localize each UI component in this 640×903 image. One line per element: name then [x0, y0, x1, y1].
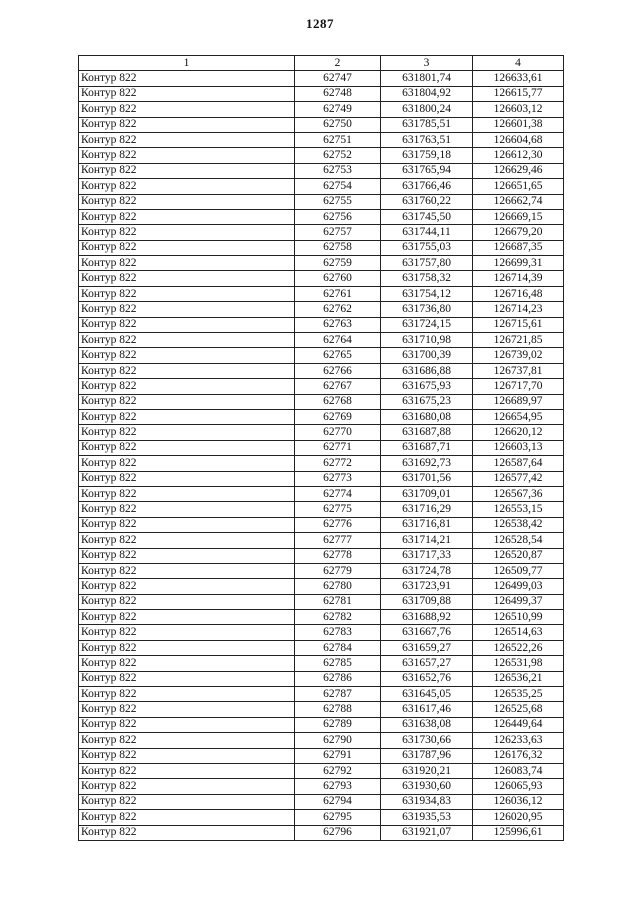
y-coordinate-cell: 126449,64 [473, 717, 564, 732]
contour-name-cell: Контур 822 [79, 102, 295, 117]
x-coordinate-cell: 631801,74 [381, 71, 473, 86]
x-coordinate-cell: 631617,46 [381, 702, 473, 717]
table-row [79, 394, 564, 409]
table-row [79, 733, 564, 748]
y-coordinate-cell: 126020,95 [473, 810, 564, 825]
point-number-cell: 62771 [295, 440, 381, 455]
y-coordinate-cell: 126538,42 [473, 517, 564, 532]
point-number-cell: 62768 [295, 394, 381, 409]
point-number-cell: 62789 [295, 717, 381, 732]
point-number-cell: 62776 [295, 517, 381, 532]
table-row [79, 563, 564, 578]
table-row [79, 656, 564, 671]
x-coordinate-cell: 631686,88 [381, 363, 473, 378]
x-coordinate-cell: 631935,53 [381, 810, 473, 825]
point-number-cell: 62781 [295, 594, 381, 609]
point-number-cell: 62756 [295, 209, 381, 224]
y-coordinate-cell: 126522,26 [473, 640, 564, 655]
table-row [79, 179, 564, 194]
x-coordinate-cell: 631760,22 [381, 194, 473, 209]
table-row [79, 363, 564, 378]
x-coordinate-cell: 631787,96 [381, 748, 473, 763]
page-number: 1287 [306, 16, 334, 31]
contour-name-cell: Контур 822 [79, 148, 295, 163]
x-coordinate-cell: 631667,76 [381, 625, 473, 640]
point-number-cell: 62773 [295, 471, 381, 486]
point-number-cell: 62749 [295, 102, 381, 117]
table-row [79, 794, 564, 809]
y-coordinate-cell: 126603,13 [473, 440, 564, 455]
y-coordinate-cell: 126689,97 [473, 394, 564, 409]
column-header: 2 [295, 56, 381, 71]
point-number-cell: 62778 [295, 548, 381, 563]
point-number-cell: 62764 [295, 333, 381, 348]
y-coordinate-cell: 126654,95 [473, 409, 564, 424]
x-coordinate-cell: 631652,76 [381, 671, 473, 686]
y-coordinate-cell: 126233,63 [473, 733, 564, 748]
contour-name-cell: Контур 822 [79, 533, 295, 548]
point-number-cell: 62769 [295, 409, 381, 424]
contour-name-cell: Контур 822 [79, 271, 295, 286]
y-coordinate-cell: 126509,77 [473, 563, 564, 578]
point-number-cell: 62793 [295, 779, 381, 794]
x-coordinate-cell: 631758,32 [381, 271, 473, 286]
contour-name-cell: Контур 822 [79, 333, 295, 348]
contour-name-cell: Контур 822 [79, 763, 295, 778]
point-number-cell: 62787 [295, 687, 381, 702]
x-coordinate-cell: 631754,12 [381, 286, 473, 301]
x-coordinate-cell: 631800,24 [381, 102, 473, 117]
contour-name-cell: Контур 822 [79, 502, 295, 517]
x-coordinate-cell: 631675,93 [381, 379, 473, 394]
x-coordinate-cell: 631763,51 [381, 132, 473, 147]
y-coordinate-cell: 126083,74 [473, 763, 564, 778]
y-coordinate-cell: 126714,23 [473, 302, 564, 317]
x-coordinate-cell: 631687,71 [381, 440, 473, 455]
y-coordinate-cell: 126065,93 [473, 779, 564, 794]
x-coordinate-cell: 631688,92 [381, 610, 473, 625]
table-row [79, 610, 564, 625]
x-coordinate-cell: 631785,51 [381, 117, 473, 132]
x-coordinate-cell: 631736,80 [381, 302, 473, 317]
contour-name-cell: Контур 822 [79, 548, 295, 563]
table-row [79, 548, 564, 563]
x-coordinate-cell: 631724,15 [381, 317, 473, 332]
point-number-cell: 62760 [295, 271, 381, 286]
table-row [79, 456, 564, 471]
x-coordinate-cell: 631920,21 [381, 763, 473, 778]
y-coordinate-cell: 126687,35 [473, 240, 564, 255]
contour-name-cell: Контур 822 [79, 733, 295, 748]
y-coordinate-cell: 126036,12 [473, 794, 564, 809]
y-coordinate-cell: 126514,63 [473, 625, 564, 640]
table-row [79, 148, 564, 163]
x-coordinate-cell: 631638,08 [381, 717, 473, 732]
table-row [79, 71, 564, 86]
x-coordinate-cell: 631717,33 [381, 548, 473, 563]
contour-name-cell: Контур 822 [79, 610, 295, 625]
y-coordinate-cell: 126587,64 [473, 456, 564, 471]
point-number-cell: 62757 [295, 225, 381, 240]
y-coordinate-cell: 126531,98 [473, 656, 564, 671]
contour-name-cell: Контур 822 [79, 379, 295, 394]
x-coordinate-cell: 631765,94 [381, 163, 473, 178]
x-coordinate-cell: 631716,29 [381, 502, 473, 517]
y-coordinate-cell: 126714,39 [473, 271, 564, 286]
x-coordinate-cell: 631730,66 [381, 733, 473, 748]
table-row [79, 810, 564, 825]
x-coordinate-cell: 631709,88 [381, 594, 473, 609]
point-number-cell: 62751 [295, 132, 381, 147]
contour-name-cell: Контур 822 [79, 671, 295, 686]
y-coordinate-cell: 126567,36 [473, 486, 564, 501]
point-number-cell: 62785 [295, 656, 381, 671]
table-row [79, 440, 564, 455]
point-number-cell: 62761 [295, 286, 381, 301]
point-number-cell: 62747 [295, 71, 381, 86]
x-coordinate-cell: 631657,27 [381, 656, 473, 671]
column-header: 3 [381, 56, 473, 71]
y-coordinate-cell: 126699,31 [473, 256, 564, 271]
y-coordinate-cell: 126679,20 [473, 225, 564, 240]
point-number-cell: 62777 [295, 533, 381, 548]
contour-name-cell: Контур 822 [79, 517, 295, 532]
table-row [79, 302, 564, 317]
point-number-cell: 62792 [295, 763, 381, 778]
y-coordinate-cell: 126629,46 [473, 163, 564, 178]
y-coordinate-cell: 125996,61 [473, 825, 564, 840]
contour-name-cell: Контур 822 [79, 471, 295, 486]
y-coordinate-cell: 126499,03 [473, 579, 564, 594]
point-number-cell: 62770 [295, 425, 381, 440]
column-header: 4 [473, 56, 564, 71]
table-body [79, 71, 564, 841]
point-number-cell: 62786 [295, 671, 381, 686]
y-coordinate-cell: 126739,02 [473, 348, 564, 363]
y-coordinate-cell: 126633,61 [473, 71, 564, 86]
contour-name-cell: Контур 822 [79, 317, 295, 332]
contour-name-cell: Контур 822 [79, 456, 295, 471]
y-coordinate-cell: 126603,12 [473, 102, 564, 117]
contour-name-cell: Контур 822 [79, 594, 295, 609]
x-coordinate-cell: 631645,05 [381, 687, 473, 702]
point-number-cell: 62766 [295, 363, 381, 378]
table-row [79, 517, 564, 532]
table-row [79, 240, 564, 255]
x-coordinate-cell: 631930,60 [381, 779, 473, 794]
table-row [79, 594, 564, 609]
y-coordinate-cell: 126716,48 [473, 286, 564, 301]
y-coordinate-cell: 126612,30 [473, 148, 564, 163]
table-row [79, 671, 564, 686]
contour-name-cell: Контур 822 [79, 286, 295, 301]
x-coordinate-cell: 631804,92 [381, 86, 473, 101]
contour-name-cell: Контур 822 [79, 394, 295, 409]
point-number-cell: 62788 [295, 702, 381, 717]
contour-name-cell: Контур 822 [79, 656, 295, 671]
point-number-cell: 62780 [295, 579, 381, 594]
contour-name-cell: Контур 822 [79, 86, 295, 101]
table-row [79, 625, 564, 640]
point-number-cell: 62791 [295, 748, 381, 763]
y-coordinate-cell: 126721,85 [473, 333, 564, 348]
point-number-cell: 62765 [295, 348, 381, 363]
x-coordinate-cell: 631710,98 [381, 333, 473, 348]
table-row [79, 533, 564, 548]
table-row [79, 225, 564, 240]
point-number-cell: 62774 [295, 486, 381, 501]
table-row [79, 102, 564, 117]
point-number-cell: 62752 [295, 148, 381, 163]
point-number-cell: 62783 [295, 625, 381, 640]
y-coordinate-cell: 126601,38 [473, 117, 564, 132]
contour-name-cell: Контур 822 [79, 132, 295, 147]
x-coordinate-cell: 631659,27 [381, 640, 473, 655]
y-coordinate-cell: 126536,21 [473, 671, 564, 686]
table-row [79, 748, 564, 763]
table-row [79, 286, 564, 301]
x-coordinate-cell: 631675,23 [381, 394, 473, 409]
point-number-cell: 62784 [295, 640, 381, 655]
contour-name-cell: Контур 822 [79, 117, 295, 132]
x-coordinate-cell: 631700,39 [381, 348, 473, 363]
table-row [79, 471, 564, 486]
y-coordinate-cell: 126176,32 [473, 748, 564, 763]
point-number-cell: 62779 [295, 563, 381, 578]
contour-name-cell: Контур 822 [79, 240, 295, 255]
table-row [79, 825, 564, 840]
table-header-row [79, 56, 564, 71]
point-number-cell: 62794 [295, 794, 381, 809]
table-row [79, 333, 564, 348]
x-coordinate-cell: 631714,21 [381, 533, 473, 548]
x-coordinate-cell: 631757,80 [381, 256, 473, 271]
table-row [79, 117, 564, 132]
contour-name-cell: Контур 822 [79, 748, 295, 763]
x-coordinate-cell: 631716,81 [381, 517, 473, 532]
table-row [79, 409, 564, 424]
point-number-cell: 62754 [295, 179, 381, 194]
point-number-cell: 62795 [295, 810, 381, 825]
contour-name-cell: Контур 822 [79, 363, 295, 378]
y-coordinate-cell: 126499,37 [473, 594, 564, 609]
table-row [79, 779, 564, 794]
contour-name-cell: Контур 822 [79, 702, 295, 717]
contour-name-cell: Контур 822 [79, 810, 295, 825]
table-row [79, 579, 564, 594]
y-coordinate-cell: 126669,15 [473, 209, 564, 224]
point-number-cell: 62772 [295, 456, 381, 471]
point-number-cell: 62753 [295, 163, 381, 178]
point-number-cell: 62750 [295, 117, 381, 132]
table-row [79, 640, 564, 655]
contour-name-cell: Контур 822 [79, 256, 295, 271]
contour-name-cell: Контур 822 [79, 687, 295, 702]
contour-name-cell: Контур 822 [79, 825, 295, 840]
contour-name-cell: Контур 822 [79, 563, 295, 578]
contour-name-cell: Контур 822 [79, 71, 295, 86]
point-number-cell: 62755 [295, 194, 381, 209]
table-row [79, 209, 564, 224]
coordinates-table [78, 55, 564, 841]
contour-name-cell: Контур 822 [79, 409, 295, 424]
y-coordinate-cell: 126615,77 [473, 86, 564, 101]
contour-name-cell: Контур 822 [79, 794, 295, 809]
table-row [79, 163, 564, 178]
table-row [79, 687, 564, 702]
table-row [79, 256, 564, 271]
x-coordinate-cell: 631701,56 [381, 471, 473, 486]
x-coordinate-cell: 631744,11 [381, 225, 473, 240]
y-coordinate-cell: 126535,25 [473, 687, 564, 702]
point-number-cell: 62782 [295, 610, 381, 625]
y-coordinate-cell: 126737,81 [473, 363, 564, 378]
point-number-cell: 62775 [295, 502, 381, 517]
column-header: 1 [79, 56, 295, 71]
contour-name-cell: Контур 822 [79, 486, 295, 501]
y-coordinate-cell: 126553,15 [473, 502, 564, 517]
x-coordinate-cell: 631921,07 [381, 825, 473, 840]
table-row [79, 86, 564, 101]
point-number-cell: 62763 [295, 317, 381, 332]
contour-name-cell: Контур 822 [79, 425, 295, 440]
y-coordinate-cell: 126620,12 [473, 425, 564, 440]
x-coordinate-cell: 631755,03 [381, 240, 473, 255]
point-number-cell: 62748 [295, 86, 381, 101]
y-coordinate-cell: 126604,68 [473, 132, 564, 147]
x-coordinate-cell: 631934,83 [381, 794, 473, 809]
y-coordinate-cell: 126662,74 [473, 194, 564, 209]
y-coordinate-cell: 126651,65 [473, 179, 564, 194]
x-coordinate-cell: 631724,78 [381, 563, 473, 578]
contour-name-cell: Контур 822 [79, 348, 295, 363]
point-number-cell: 62796 [295, 825, 381, 840]
y-coordinate-cell: 126717,70 [473, 379, 564, 394]
contour-name-cell: Контур 822 [79, 194, 295, 209]
table-row [79, 702, 564, 717]
contour-name-cell: Контур 822 [79, 302, 295, 317]
table-row [79, 425, 564, 440]
point-number-cell: 62762 [295, 302, 381, 317]
contour-name-cell: Контур 822 [79, 209, 295, 224]
contour-name-cell: Контур 822 [79, 440, 295, 455]
x-coordinate-cell: 631766,46 [381, 179, 473, 194]
y-coordinate-cell: 126577,42 [473, 471, 564, 486]
x-coordinate-cell: 631745,50 [381, 209, 473, 224]
table-row [79, 502, 564, 517]
contour-name-cell: Контур 822 [79, 717, 295, 732]
contour-name-cell: Контур 822 [79, 779, 295, 794]
table-row [79, 317, 564, 332]
point-number-cell: 62758 [295, 240, 381, 255]
table-row [79, 194, 564, 209]
table-row [79, 348, 564, 363]
contour-name-cell: Контур 822 [79, 579, 295, 594]
point-number-cell: 62767 [295, 379, 381, 394]
contour-name-cell: Контур 822 [79, 640, 295, 655]
y-coordinate-cell: 126528,54 [473, 533, 564, 548]
y-coordinate-cell: 126525,68 [473, 702, 564, 717]
y-coordinate-cell: 126715,61 [473, 317, 564, 332]
x-coordinate-cell: 631723,91 [381, 579, 473, 594]
table-row [79, 717, 564, 732]
contour-name-cell: Контур 822 [79, 163, 295, 178]
x-coordinate-cell: 631759,18 [381, 148, 473, 163]
x-coordinate-cell: 631709,01 [381, 486, 473, 501]
y-coordinate-cell: 126510,99 [473, 610, 564, 625]
point-number-cell: 62790 [295, 733, 381, 748]
table-row [79, 763, 564, 778]
table-row [79, 271, 564, 286]
x-coordinate-cell: 631687,88 [381, 425, 473, 440]
y-coordinate-cell: 126520,87 [473, 548, 564, 563]
contour-name-cell: Контур 822 [79, 625, 295, 640]
contour-name-cell: Контур 822 [79, 225, 295, 240]
table-row [79, 486, 564, 501]
contour-name-cell: Контур 822 [79, 179, 295, 194]
x-coordinate-cell: 631680,08 [381, 409, 473, 424]
table-row [79, 132, 564, 147]
table-row [79, 379, 564, 394]
x-coordinate-cell: 631692,73 [381, 456, 473, 471]
point-number-cell: 62759 [295, 256, 381, 271]
